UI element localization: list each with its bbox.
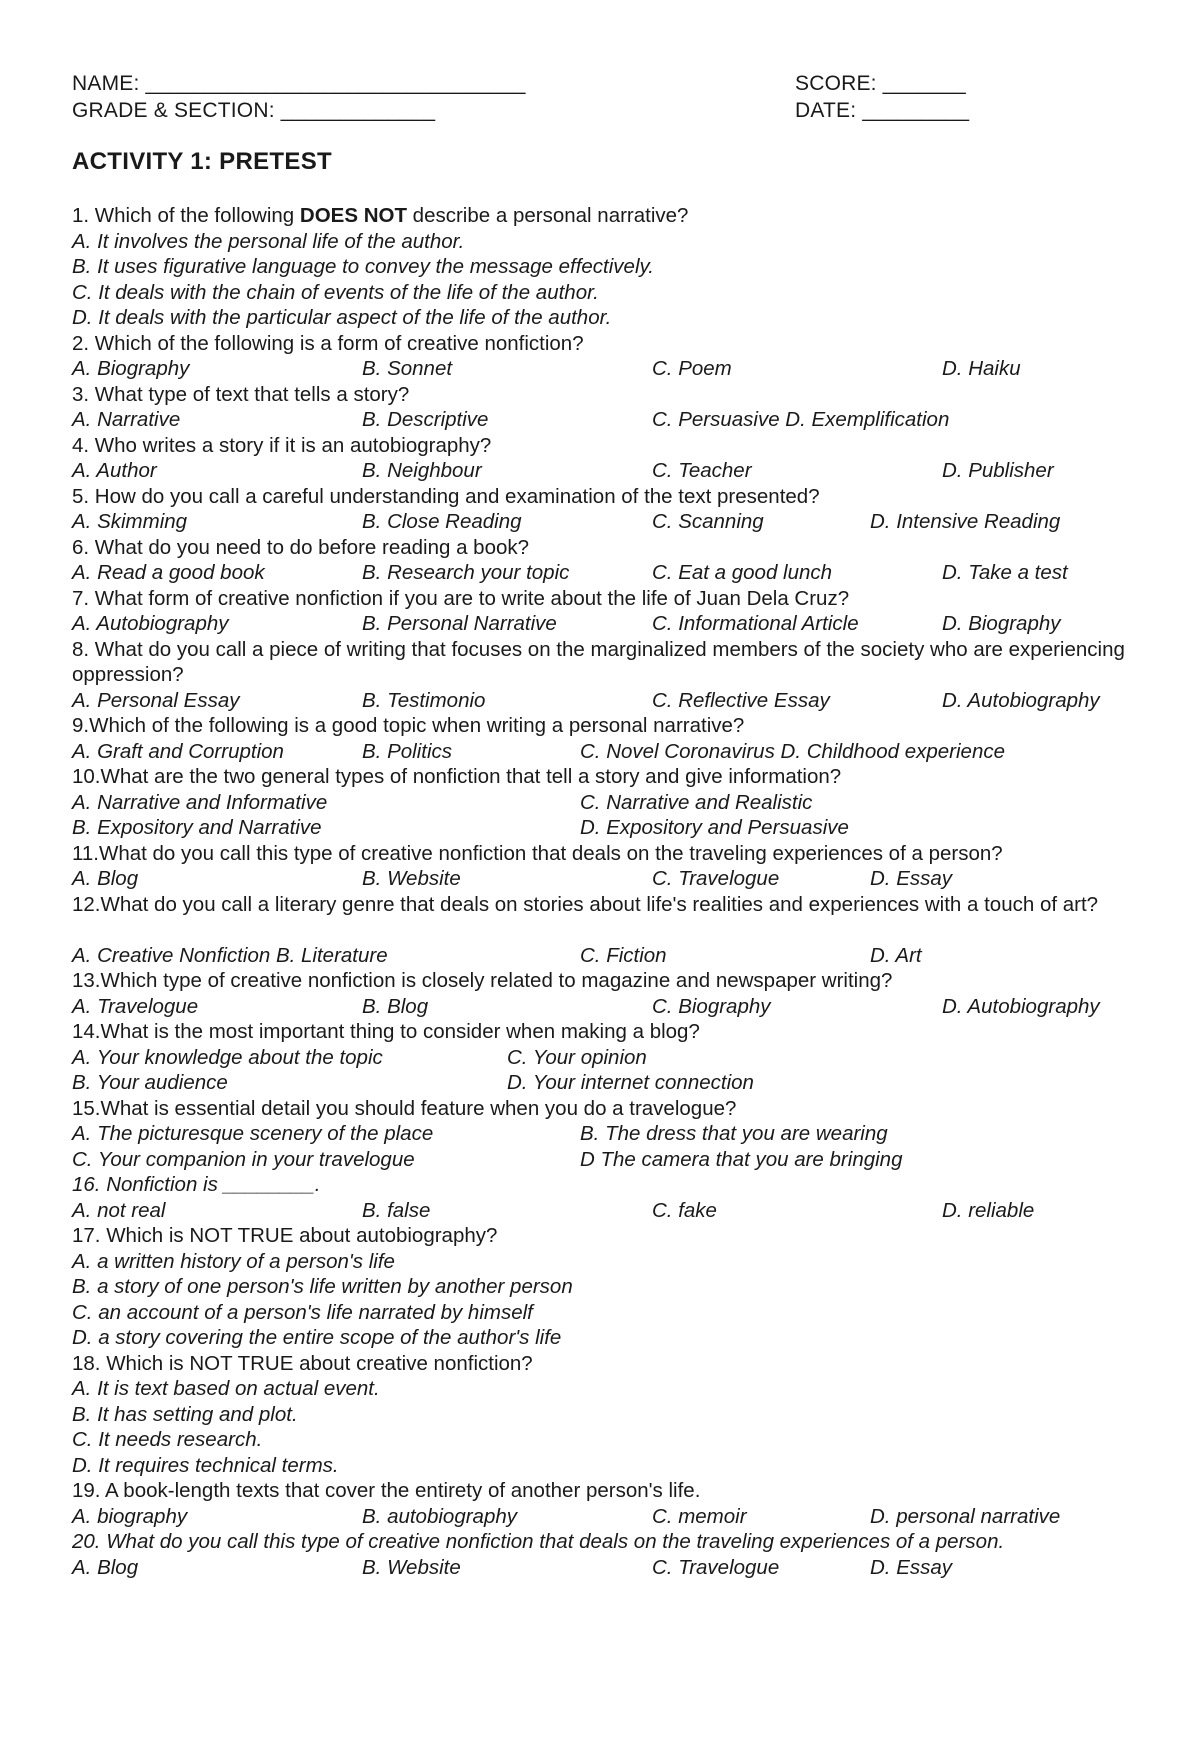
question-14: 14.What is the most important thing to consider when making a blog? (72, 1020, 700, 1043)
q19-option-a: A. biography (72, 1504, 188, 1528)
q19-option-d: D. personal narrative (870, 1504, 1061, 1528)
q7-option-b: B. Personal Narrative (362, 612, 557, 635)
q15-option-d: D The camera that you are bringing (580, 1147, 903, 1171)
q7-options (72, 611, 1132, 637)
q16-option-d: D. reliable (942, 1198, 1035, 1222)
q2-options (72, 356, 1132, 382)
q5-option-b: B. Close Reading (362, 510, 522, 533)
q6-option-c: C. Eat a good lunch (652, 561, 833, 584)
date-field-label: DATE: _________ (795, 99, 970, 122)
q8-option-a: A. Personal Essay (72, 688, 240, 712)
q15-option-b: B. The dress that you are wearing (580, 1122, 888, 1145)
q10-option-a: A. Narrative and Informative (72, 790, 328, 814)
q13-option-d: D. Autobiography (942, 994, 1100, 1018)
q1-option-d: D. It deals with the particular aspect of the life of the author. (72, 306, 612, 329)
question-4: 4. Who writes a story if it is an autobiography? (72, 433, 492, 457)
q10-options-row-2 (72, 815, 1132, 841)
question-20: 20. What do you call this type of creative nonfiction that deals on the traveling experiences of a person. (72, 1530, 1005, 1553)
question-1-text-end: describe a personal narrative? (406, 204, 689, 227)
q2-option-b: B. Sonnet (362, 357, 453, 380)
question-19: 19. A book-length texts that cover the entirety of another person's life. (72, 1479, 701, 1502)
question-1-emphasis: DOES NOT (299, 204, 407, 227)
q2-option-c: C. Poem (652, 357, 732, 380)
q18-option-c: C. It needs research. (72, 1428, 263, 1451)
q8-option-b: B. Testimonio (362, 688, 486, 712)
q14-options-row-2 (72, 1070, 1132, 1096)
q16-option-c: C. fake (652, 1198, 717, 1222)
q15-option-a: A. The picturesque scenery of the place (72, 1122, 434, 1145)
q10-options-row-1 (72, 790, 1132, 816)
q14-option-c: C. Your opinion (507, 1045, 647, 1069)
question-3: 3. What type of text that tells a story? (72, 382, 410, 406)
score-field-label: SCORE: _______ (795, 72, 966, 95)
q6-option-d: D. Take a test (942, 561, 1068, 584)
q6-option-b: B. Research your topic (362, 561, 570, 584)
q20-option-b: B. Website (362, 1555, 461, 1579)
question-15: 15.What is essential detail you should feature when you do a travelogue? (72, 1096, 737, 1120)
question-9: 9.Which of the following is a good topic when writing a personal narrative? (72, 714, 745, 737)
q13-option-a: A. Travelogue (72, 994, 199, 1018)
q11-option-a: A. Blog (72, 867, 139, 890)
q20-option-d: D. Essay (870, 1555, 953, 1579)
q19-option-c: C. memoir (652, 1504, 747, 1528)
q20-options (72, 1555, 1132, 1581)
q1-option-a: A. It involves the personal life of the author. (72, 229, 465, 253)
q7-option-d: D. Biography (942, 612, 1061, 635)
q3-option-b: B. Descriptive (362, 408, 489, 431)
q9-options (72, 739, 1132, 765)
question-1 (72, 203, 1132, 229)
q8-option-c: C. Reflective Essay (652, 688, 830, 712)
q4-option-d: D. Publisher (942, 459, 1054, 482)
question-11: 11.What do you call this type of creative nonfiction that deals on the traveling experiences of a person? (72, 841, 1003, 865)
q20-option-a: A. Blog (72, 1555, 139, 1579)
q7-option-a: A. Autobiography (72, 612, 229, 635)
q6-option-a: A. Read a good book (72, 561, 265, 584)
q8-option-d: D. Autobiography (942, 688, 1100, 712)
question-2: 2. Which of the following is a form of creative nonfiction? (72, 331, 584, 355)
q9-option-c: C. Novel Coronavirus D. Childhood experience (580, 739, 1006, 763)
q12-option-d: D. Art (870, 943, 922, 967)
q11-option-b: B. Website (362, 867, 461, 890)
q1-option-c: C. It deals with the chain of events of the life of the author. (72, 280, 599, 304)
question-13: 13.Which type of creative nonfiction is closely related to magazine and newspaper writing? (72, 969, 893, 992)
q12-options (72, 943, 1132, 969)
name-field-label: NAME: ________________________________ (72, 72, 526, 95)
q14-option-a: A. Your knowledge about the topic (72, 1045, 383, 1069)
activity-title: ACTIVITY 1: PRETEST (72, 148, 332, 175)
q12-option-a: A. Creative Nonfiction B. Literature (72, 943, 388, 967)
q10-option-d: D. Expository and Persuasive (580, 816, 849, 839)
question-1-text-start: 1. Which of the following (72, 204, 300, 227)
question-5: 5. How do you call a careful understanding and examination of the text presented? (72, 484, 820, 508)
q6-options (72, 560, 1132, 586)
q17-option-a: A. a written history of a person's life (72, 1249, 395, 1273)
q4-options (72, 458, 1132, 484)
question-18: 18. Which is NOT TRUE about creative nonfiction? (72, 1351, 533, 1375)
q10-option-b: B. Expository and Narrative (72, 816, 322, 839)
question-12: 12.What do you call a literary genre that deals on stories about life's realities and experiences with a touch of art? (72, 892, 1099, 916)
q18-option-a: A. It is text based on actual event. (72, 1377, 380, 1400)
q5-option-c: C. Scanning (652, 510, 764, 533)
q8-options (72, 688, 1132, 714)
q1-option-b: B. It uses figurative language to convey the message effectively. (72, 255, 654, 278)
q19-option-b: B. autobiography (362, 1504, 518, 1528)
q12-option-c: C. Fiction (580, 943, 667, 967)
q16-options (72, 1198, 1132, 1224)
q20-option-c: C. Travelogue (652, 1555, 780, 1579)
q5-options (72, 509, 1132, 535)
q14-option-b: B. Your audience (72, 1071, 228, 1094)
question-16: 16. Nonfiction is ________. (72, 1173, 321, 1196)
q19-options (72, 1504, 1132, 1530)
q16-option-a: A. not real (72, 1198, 166, 1222)
q14-options-row-1 (72, 1045, 1132, 1071)
q3-options (72, 407, 1132, 433)
q9-option-a: A. Graft and Corruption (72, 739, 284, 763)
q13-option-b: B. Blog (362, 994, 429, 1018)
q17-option-d: D. a story covering the entire scope of the author's life (72, 1326, 562, 1349)
q11-options (72, 866, 1132, 892)
q13-options (72, 994, 1132, 1020)
q10-option-c: C. Narrative and Realistic (580, 790, 813, 814)
question-8: 8. What do you call a piece of writing that focuses on the marginalized members of the society who are experiencing oppression? (72, 637, 1125, 686)
q3-option-a: A. Narrative (72, 408, 181, 431)
question-list (72, 203, 1132, 1580)
question-17: 17. Which is NOT TRUE about autobiography? (72, 1224, 498, 1247)
q2-option-a: A. Biography (72, 357, 190, 380)
q16-option-b: B. false (362, 1198, 431, 1222)
q15-options-row-1 (72, 1121, 1132, 1147)
q11-option-d: D. Essay (870, 867, 953, 890)
q15-option-c: C. Your companion in your travelogue (72, 1147, 415, 1171)
q9-option-b: B. Politics (362, 739, 452, 763)
q3-option-c: C. Persuasive D. Exemplification (652, 408, 950, 431)
q17-option-c: C. an account of a person's life narrated by himself (72, 1300, 533, 1324)
q4-option-b: B. Neighbour (362, 459, 482, 482)
q4-option-a: A. Author (72, 459, 157, 482)
q15-options-row-2 (72, 1147, 1132, 1173)
q4-option-c: C. Teacher (652, 459, 752, 482)
q5-option-d: D. Intensive Reading (870, 510, 1061, 533)
question-7: 7. What form of creative nonfiction if you are to write about the life of Juan Dela Cruz? (72, 586, 850, 610)
q18-option-d: D. It requires technical terms. (72, 1453, 339, 1477)
question-10: 10.What are the two general types of nonfiction that tell a story and give information? (72, 765, 842, 788)
q18-option-b: B. It has setting and plot. (72, 1402, 298, 1426)
q13-option-c: C. Biography (652, 994, 771, 1018)
q2-option-d: D. Haiku (942, 357, 1021, 380)
grade-section-field-label: GRADE & SECTION: _____________ (72, 99, 436, 122)
q7-option-c: C. Informational Article (652, 612, 859, 635)
q5-option-a: A. Skimming (72, 510, 188, 533)
q14-option-d: D. Your internet connection (507, 1071, 754, 1094)
q11-option-c: C. Travelogue (652, 867, 780, 890)
question-6: 6. What do you need to do before reading a book? (72, 535, 530, 559)
q17-option-b: B. a story of one person's life written by another person (72, 1275, 573, 1298)
